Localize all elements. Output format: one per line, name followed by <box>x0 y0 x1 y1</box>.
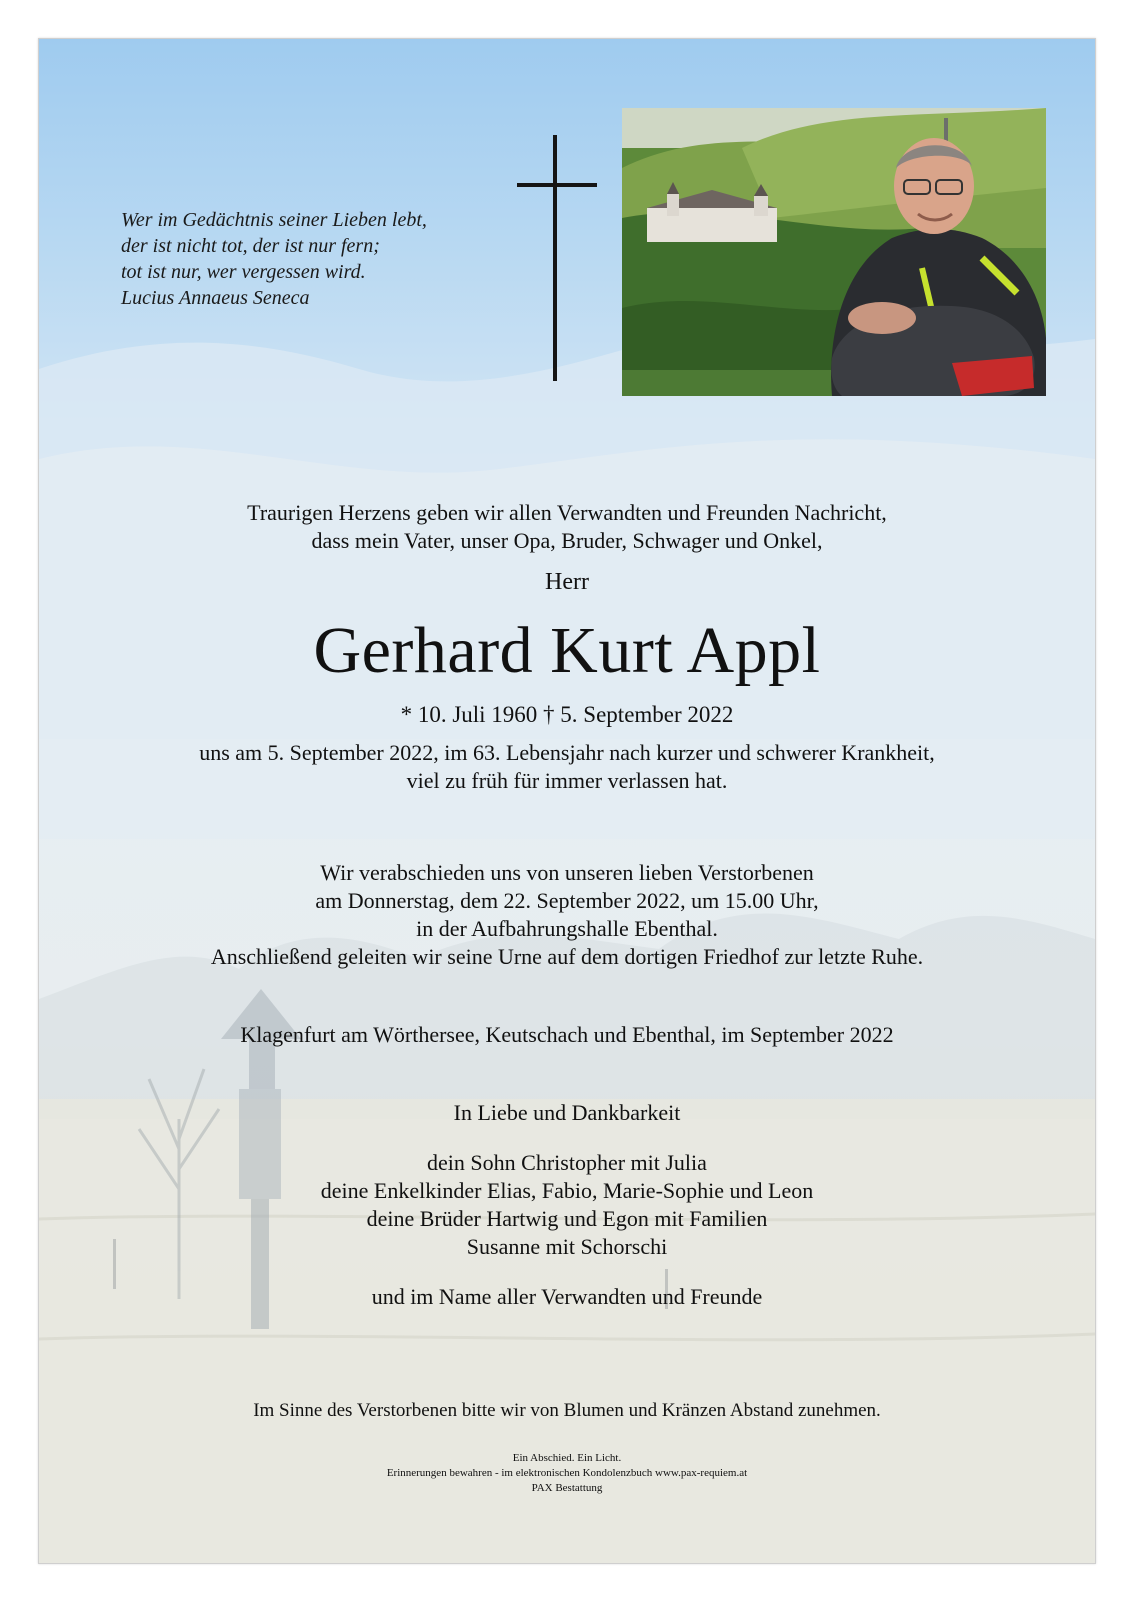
deceased-name: Gerhard Kurt Appl <box>313 614 821 687</box>
mourner-line: deine Enkelkinder Elias, Fabio, Marie-Sophie und Leon <box>320 1178 814 1203</box>
quote-author: Lucius Annaeus Seneca <box>121 287 310 309</box>
mourner-line: dein Sohn Christopher mit Julia <box>427 1150 707 1175</box>
life-dates: * 10. Juli 1960 † 5. September 2022 <box>400 702 734 727</box>
memorial-quote <box>121 207 427 311</box>
flowers-note: Im Sinne des Verstorbenen bitte wir von Blumen und Kränzen Abstand zunehmen. <box>253 1400 881 1421</box>
cross-icon <box>517 135 599 381</box>
all-relatives: und im Name aller Verwandten und Freunde <box>371 1284 763 1309</box>
passing-line: uns am 5. September 2022, im 63. Lebensjahr nach kurzer und schwerer Krankheit, <box>199 740 935 765</box>
obituary-card <box>38 38 1096 1564</box>
place-date: Klagenfurt am Wörthersee, Keutschach und Ebenthal, im September 2022 <box>240 1022 894 1047</box>
quote-line: tot ist nur, wer vergessen wird. <box>121 261 366 283</box>
ceremony-line: Wir verabschieden uns von unseren lieben Verstorbenen <box>320 860 814 885</box>
love-and-gratitude: In Liebe und Dankbarkeit <box>453 1100 681 1125</box>
salutation: Herr <box>545 569 589 595</box>
ceremony-line: am Donnerstag, dem 22. September 2022, um 15.00 Uhr, <box>315 888 819 913</box>
footer-line: PAX Bestattung <box>531 1482 603 1494</box>
footer-line: Erinnerungen bewahren - im elektronischen Kondolenzbuch www.pax-requiem.at <box>386 1467 748 1479</box>
mourner-line: Susanne mit Schorschi <box>466 1234 668 1259</box>
ceremony-line: in der Aufbahrungshalle Ebenthal. <box>416 916 718 941</box>
quote-line: Wer im Gedächtnis seiner Lieben lebt, <box>121 209 427 231</box>
intro-line: Traurigen Herzens geben wir allen Verwandten und Freunden Nachricht, <box>247 500 887 525</box>
portrait-photo <box>622 108 1046 396</box>
passing-line: viel zu früh für immer verlassen hat. <box>406 768 728 793</box>
quote-line: der ist nicht tot, der ist nur fern; <box>121 235 380 257</box>
footer-line: Ein Abschied. Ein Licht. <box>512 1452 622 1464</box>
ceremony-line: Anschließend geleiten wir seine Urne auf dem dortigen Friedhof zur letzte Ruhe. <box>210 944 924 969</box>
intro-line: dass mein Vater, unser Opa, Bruder, Schwager und Onkel, <box>311 528 823 553</box>
mourner-line: deine Brüder Hartwig und Egon mit Familien <box>366 1206 768 1231</box>
